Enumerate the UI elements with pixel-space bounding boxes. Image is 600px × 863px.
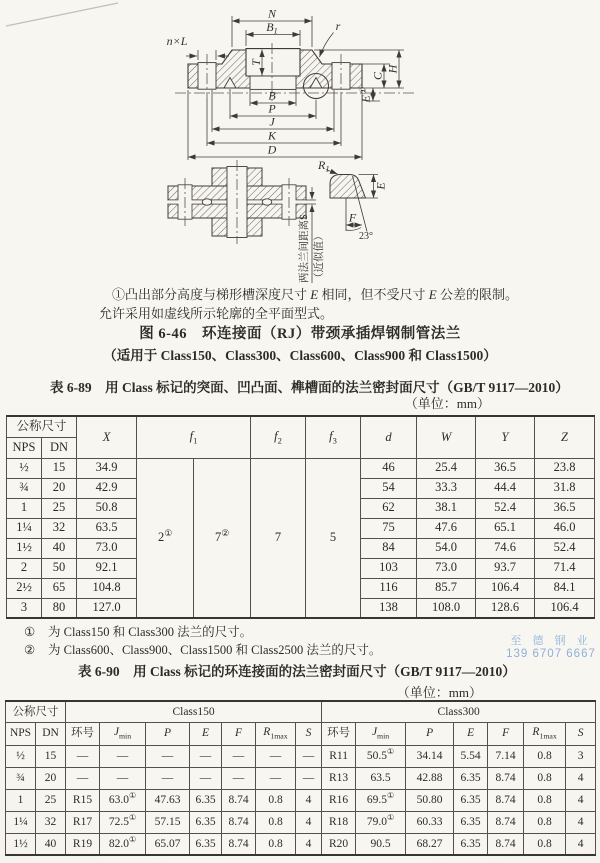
table-cell: 34.14: [406, 745, 454, 767]
table-cell: 8.74: [488, 833, 524, 855]
dim-label-T: T: [249, 59, 263, 66]
table-cell: 44.4: [476, 478, 535, 498]
table-cell: 25.4: [417, 458, 476, 478]
table-cell: 42.9: [77, 478, 137, 498]
table-cell: 63.5: [356, 767, 406, 789]
table-cell: R16: [322, 789, 356, 811]
table-cell: 108.0: [417, 598, 476, 618]
table-6-90-title: 表 6-90 用 Class 标记的环连接面的法兰密封面尺寸（GB/T 9117—2010）: [78, 664, 516, 679]
header-row: [7, 416, 595, 437]
table-cell: 15: [36, 745, 66, 767]
table-cell: —: [66, 745, 100, 767]
table-cell: 2½: [7, 578, 42, 598]
header-cell: 环号: [66, 722, 100, 745]
header-cell: 环号: [322, 722, 356, 745]
table-cell: 36.5: [476, 458, 535, 478]
table-cell: —: [256, 767, 296, 789]
table-cell: 104.8: [77, 578, 137, 598]
figure-footnote-1: [112, 284, 518, 303]
table-cell: 3: [566, 745, 596, 767]
header-cell: 公称尺寸: [7, 416, 77, 437]
table-cell: 6.35: [190, 833, 222, 855]
header-cell: $f_1$: [137, 416, 251, 458]
header-cell: DN: [42, 437, 77, 458]
table-cell: 34.9: [77, 458, 137, 478]
table-cell: 92.1: [77, 558, 137, 578]
table-cell: 103: [361, 558, 417, 578]
approx-value-label: （近似值）: [314, 230, 325, 283]
table-cell: 3: [7, 598, 42, 618]
table-cell: R19: [66, 833, 100, 855]
header-cell: NPS: [6, 722, 36, 745]
header-cell: NPS: [7, 437, 42, 458]
table-cell: 60.33: [406, 811, 454, 833]
table-cell: 1¼: [7, 518, 42, 538]
table-cell: 7②: [194, 458, 251, 618]
table-cell: 4: [566, 811, 596, 833]
table-cell: 75: [361, 518, 417, 538]
note-text: ①凸出部分高度与梯形槽深度尺寸: [112, 287, 311, 302]
table-cell: 6.35: [190, 789, 222, 811]
table-cell: 8.74: [222, 833, 256, 855]
table-cell: 73.0: [77, 538, 137, 558]
table-cell: 40: [36, 833, 66, 855]
table-cell: —: [222, 767, 256, 789]
table-cell: 71.4: [535, 558, 595, 578]
table-cell: —: [100, 745, 146, 767]
figure-caption-line2: （适用于 Class150、Class300、Class600、Class900 和 Class1500）: [103, 348, 497, 363]
table-cell: —: [146, 767, 190, 789]
figure-footnote-2: 允许采用如虚线所示轮廓的全平面型式。: [99, 306, 334, 321]
ring-gasket-left: [202, 199, 212, 205]
table-cell: 68.27: [406, 833, 454, 855]
table-cell: 52.4: [535, 538, 595, 558]
header-cell: d: [361, 416, 417, 458]
header-cell: W: [417, 416, 476, 458]
dim-label-C: C: [370, 71, 385, 81]
header-cell: E: [190, 722, 222, 745]
table-cell: 46.0: [535, 518, 595, 538]
header-cell: 公称尺寸: [6, 701, 66, 722]
table-cell: 50.8: [77, 498, 137, 518]
table-cell: 40: [42, 538, 77, 558]
table-cell: 6.35: [190, 811, 222, 833]
table-cell: 6.35: [454, 833, 488, 855]
table-footnote-1: [24, 622, 252, 640]
table-cell: 32: [42, 518, 77, 538]
table-cell: 0.8: [256, 811, 296, 833]
header-cell: Z: [535, 416, 595, 458]
angle-label: 23°: [359, 231, 373, 242]
dim-label-J: J: [269, 114, 275, 129]
header-cell: Class150: [66, 701, 322, 722]
header-cell: F: [222, 722, 256, 745]
table-cell: 84.1: [535, 578, 595, 598]
table-cell: 63.0①: [100, 789, 146, 811]
table-cell: R15: [66, 789, 100, 811]
header-cell: S: [566, 722, 596, 745]
dim-label-F: F: [348, 210, 357, 225]
table-6-89-unit: （单位：mm）: [404, 396, 490, 411]
table-cell: 63.5: [77, 518, 137, 538]
table-cell: 47.63: [146, 789, 190, 811]
table-cell: 7: [251, 458, 306, 618]
table-cell: R20: [322, 833, 356, 855]
footnote-marker: ②: [24, 643, 36, 657]
table-cell: 5.54: [454, 745, 488, 767]
table-cell: 82.0①: [100, 833, 146, 855]
header-cell: F: [488, 722, 524, 745]
gap-distance-label: 两法兰间距离S: [299, 214, 310, 283]
table-cell: 50.5①: [356, 745, 406, 767]
table-cell: 1¼: [6, 811, 36, 833]
table-cell: 62: [361, 498, 417, 518]
table-cell: —: [256, 745, 296, 767]
table-cell: 138: [361, 598, 417, 618]
header-row: [6, 701, 596, 722]
header-cell: E: [454, 722, 488, 745]
table-cell: 25: [42, 498, 77, 518]
table-cell: 25: [36, 789, 66, 811]
table-cell: ¾: [6, 767, 36, 789]
dim-label-B: B: [268, 88, 276, 103]
table-cell: 1: [6, 789, 36, 811]
table-cell: R11: [322, 745, 356, 767]
table-6-90-unit: （单位：mm）: [396, 685, 482, 700]
table-cell: 85.7: [417, 578, 476, 598]
table-cell: 2①: [137, 458, 194, 618]
header-cell: P: [146, 722, 190, 745]
table-cell: 79.0①: [356, 811, 406, 833]
header-cell: $f_3$: [306, 416, 361, 458]
note-text: 相同，但不受尺寸: [318, 287, 429, 302]
table-cell: 5: [306, 458, 361, 618]
dim-label-R1: $R_1$: [318, 158, 330, 174]
table-cell: 31.8: [535, 478, 595, 498]
table-cell: 93.7: [476, 558, 535, 578]
table-cell: 1½: [7, 538, 42, 558]
dim-label-N: N: [267, 6, 277, 21]
table-cell: 65: [42, 578, 77, 598]
table-cell: 4: [296, 811, 322, 833]
table-cell: 73.0: [417, 558, 476, 578]
table-cell: 84: [361, 538, 417, 558]
table-cell: 74.6: [476, 538, 535, 558]
dim-label-E-detail: E: [373, 182, 388, 190]
note-text: 公差的限制。: [436, 287, 518, 302]
var-E: E: [428, 287, 437, 302]
table-footnote-2: [24, 640, 381, 658]
table-cell: 54.0: [417, 538, 476, 558]
dim-label-E: E①: [358, 87, 373, 103]
header-cell: DN: [36, 722, 66, 745]
watermark-phone: 139 6707 6667: [506, 648, 596, 660]
table-cell: 4: [296, 833, 322, 855]
table-cell: 128.6: [476, 598, 535, 618]
table-cell: —: [296, 745, 322, 767]
var-E: E: [310, 287, 319, 302]
table-cell: 4: [566, 767, 596, 789]
footnote-text: 为 Class600、Class900、Class1500 和 Class2500 法兰的尺寸。: [48, 643, 382, 657]
ring-gasket-right: [262, 199, 272, 205]
table-cell: 0.8: [524, 745, 566, 767]
table-cell: 106.4: [476, 578, 535, 598]
table-cell: R17: [66, 811, 100, 833]
watermark-company: 至 德 钢 业: [510, 635, 592, 647]
table-6-89-title: 表 6-89 用 Class 标记的突面、凹凸面、榫槽面的法兰密封面尺寸（GB/T 9117—2010）: [50, 380, 569, 395]
figure-6-46-drawing: [0, 0, 600, 292]
table-cell: 15: [42, 458, 77, 478]
table-cell: —: [66, 767, 100, 789]
header-cell: S: [296, 722, 322, 745]
table-cell: —: [146, 745, 190, 767]
table-cell: 69.5①: [356, 789, 406, 811]
table-cell: 54: [361, 478, 417, 498]
dim-label-B1: $B_1$: [266, 20, 278, 36]
table-cell: 50.80: [406, 789, 454, 811]
table-cell: —: [296, 767, 322, 789]
table-cell: 20: [36, 767, 66, 789]
table-cell: 32: [36, 811, 66, 833]
header-cell: $J_{min}$: [356, 722, 406, 745]
table-cell: 4: [566, 833, 596, 855]
table-6-89: [6, 415, 595, 619]
table-cell: R13: [322, 767, 356, 789]
table-cell: 57.15: [146, 811, 190, 833]
table-cell: 8.74: [222, 789, 256, 811]
table-row: [6, 811, 596, 833]
table-cell: —: [190, 767, 222, 789]
table-cell: 47.6: [417, 518, 476, 538]
table-cell: 0.8: [524, 833, 566, 855]
table-cell: 80: [42, 598, 77, 618]
table-row: [6, 767, 596, 789]
table-cell: 4: [296, 789, 322, 811]
table-cell: 0.8: [256, 789, 296, 811]
table-cell: 0.8: [256, 833, 296, 855]
dim-label-nxL: n×L: [166, 34, 188, 48]
table-cell: 1: [7, 498, 42, 518]
table-cell: 23.8: [535, 458, 595, 478]
header-cell: $R_{1max}$: [256, 722, 296, 745]
dim-label-P: P: [268, 101, 276, 116]
footnote-text: 为 Class150 和 Class300 法兰的尺寸。: [48, 625, 253, 639]
table-cell: 8.74: [222, 811, 256, 833]
page-curl-line: [6, 3, 118, 26]
table-cell: 65.1: [476, 518, 535, 538]
table-row: [6, 789, 596, 811]
table-cell: ½: [7, 458, 42, 478]
footnote-marker: ①: [24, 625, 36, 639]
header-cell: Y: [476, 416, 535, 458]
header-cell: P: [406, 722, 454, 745]
table-cell: 6.35: [454, 767, 488, 789]
table-cell: 0.8: [524, 789, 566, 811]
table-cell: 4: [566, 789, 596, 811]
table-cell: 106.4: [535, 598, 595, 618]
table-cell: 52.4: [476, 498, 535, 518]
table-cell: 72.5①: [100, 811, 146, 833]
table-cell: 6.35: [454, 811, 488, 833]
table-cell: 38.1: [417, 498, 476, 518]
header-row: [6, 722, 596, 745]
table-6-90: [5, 700, 596, 856]
table-cell: 33.3: [417, 478, 476, 498]
table-cell: 8.74: [488, 811, 524, 833]
table-cell: 6.35: [454, 789, 488, 811]
dim-label-H: H: [385, 64, 400, 74]
table-cell: 46: [361, 458, 417, 478]
table-cell: 36.5: [535, 498, 595, 518]
table-row: [7, 458, 595, 478]
header-cell: $f_2$: [251, 416, 306, 458]
table-cell: 8.74: [488, 767, 524, 789]
table-cell: 0.8: [524, 767, 566, 789]
table-cell: 90.5: [356, 833, 406, 855]
table-cell: 127.0: [77, 598, 137, 618]
table-row: [6, 833, 596, 855]
table-cell: 116: [361, 578, 417, 598]
header-cell: X: [77, 416, 137, 458]
watermark: [502, 632, 600, 660]
table-cell: R18: [322, 811, 356, 833]
dim-label-r: r: [335, 19, 341, 33]
table-cell: 0.8: [524, 811, 566, 833]
table-cell: 7.14: [488, 745, 524, 767]
dim-label-D: D: [267, 142, 277, 157]
header-cell: Class300: [322, 701, 596, 722]
table-cell: —: [100, 767, 146, 789]
table-cell: 2: [7, 558, 42, 578]
table-cell: 65.07: [146, 833, 190, 855]
table-cell: 1½: [6, 833, 36, 855]
table-cell: ¾: [7, 478, 42, 498]
header-cell: $J_{min}$: [100, 722, 146, 745]
table-cell: 50: [42, 558, 77, 578]
table-cell: 8.74: [488, 789, 524, 811]
table-cell: 20: [42, 478, 77, 498]
figure-caption-line1: 图 6-46 环连接面（RJ）带颈承插焊钢制管法兰: [139, 326, 461, 342]
table-cell: —: [222, 745, 256, 767]
dim-label-K: K: [267, 128, 277, 143]
table-row: [6, 745, 596, 767]
table-cell: ½: [6, 745, 36, 767]
header-cell: $R_{1max}$: [524, 722, 566, 745]
table-cell: —: [190, 745, 222, 767]
table-cell: 42.88: [406, 767, 454, 789]
